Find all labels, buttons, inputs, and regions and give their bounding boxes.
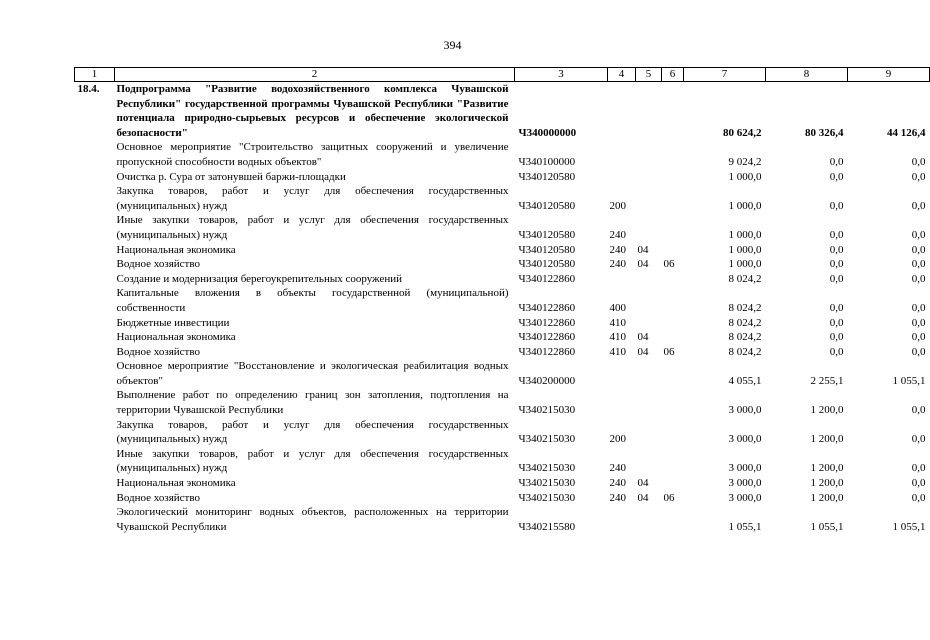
- subsection-cell: [662, 184, 684, 213]
- amount-year-1-cell: 80 624,2: [723, 126, 762, 139]
- subsection-cell: [662, 213, 684, 242]
- row-name-cell: Экологический мониторинг водных объектов, расположенных на территории Чувашской Республики: [116, 506, 509, 533]
- section-cell: [636, 213, 662, 242]
- expense-type-cell: [608, 272, 636, 287]
- amount-year-1-cell: 3 000,0: [728, 491, 762, 504]
- column-number-header: 5: [636, 68, 662, 82]
- section-cell: 04: [637, 477, 649, 490]
- expense-type-cell: [608, 388, 636, 417]
- target-article-code-cell: Ч340120580: [518, 228, 576, 241]
- subsection-cell: [662, 476, 684, 491]
- amount-year-3-cell: 0,0: [911, 170, 926, 183]
- amount-year-1-cell: 1 055,1: [728, 520, 762, 533]
- row-name-cell: Очистка р. Сура от затонувшей баржи-площадки: [116, 170, 346, 183]
- section-cell: [636, 184, 662, 213]
- subsection-cell: [662, 447, 684, 476]
- table-row: [75, 505, 930, 534]
- subsection-cell: 06: [663, 345, 675, 358]
- amount-year-1-cell: 8 024,2: [728, 331, 762, 344]
- expense-type-cell: 410: [609, 316, 626, 329]
- section-cell: [636, 388, 662, 417]
- row-number-cell: [75, 447, 115, 476]
- row-name-cell: Основное мероприятие "Строительство защитных сооружений и увеличение пропускной способности водных объектов": [116, 141, 509, 168]
- target-article-code-cell: Ч340100000: [518, 155, 576, 168]
- amount-year-2-cell: 0,0: [829, 170, 844, 183]
- column-number-header: 1: [75, 68, 115, 82]
- amount-year-3-cell: 0,0: [911, 491, 926, 504]
- table-row: [75, 82, 930, 141]
- table-row: [75, 345, 930, 360]
- amount-year-2-cell: 0,0: [829, 272, 844, 285]
- row-number-cell: [75, 243, 115, 258]
- row-number-cell: [75, 418, 115, 447]
- target-article-code-cell: Ч340215030: [518, 491, 576, 504]
- table-row: [75, 330, 930, 345]
- target-article-code-cell: Ч340200000: [518, 374, 576, 387]
- amount-year-3-cell: 0,0: [911, 258, 926, 271]
- row-number-cell: [75, 213, 115, 242]
- target-article-code-cell: Ч340120580: [518, 258, 576, 271]
- table-row: [75, 286, 930, 315]
- row-number-cell: [75, 491, 115, 506]
- row-name-cell: Национальная экономика: [116, 331, 236, 344]
- amount-year-2-cell: 1 200,0: [810, 462, 844, 475]
- subsection-cell: [662, 316, 684, 331]
- row-name-cell: Водное хозяйство: [116, 491, 200, 504]
- amount-year-1-cell: 3 000,0: [728, 404, 762, 417]
- amount-year-3-cell: 0,0: [911, 301, 926, 314]
- row-number-cell: [75, 330, 115, 345]
- budget-table: [74, 67, 930, 534]
- amount-year-1-cell: 8 024,2: [728, 272, 762, 285]
- table-row: [75, 272, 930, 287]
- subsection-cell: [662, 170, 684, 185]
- section-cell: 04: [637, 258, 649, 271]
- amount-year-3-cell: 0,0: [911, 345, 926, 358]
- expense-type-cell: 240: [609, 491, 626, 504]
- amount-year-1-cell: 1 000,0: [728, 228, 762, 241]
- subsection-cell: [662, 140, 684, 169]
- amount-year-1-cell: 3 000,0: [728, 477, 762, 490]
- subsection-cell: [662, 82, 684, 141]
- row-number-cell: [75, 505, 115, 534]
- column-number-header-row: [75, 68, 930, 82]
- amount-year-1-cell: 3 000,0: [728, 462, 762, 475]
- row-name-cell: Национальная экономика: [116, 477, 236, 490]
- amount-year-2-cell: 0,0: [829, 345, 844, 358]
- row-number-cell: 18.4.: [77, 83, 100, 95]
- expense-type-cell: [608, 82, 636, 141]
- target-article-code-cell: Ч340122860: [518, 301, 576, 314]
- row-number-cell: [75, 388, 115, 417]
- expense-type-cell: 240: [609, 228, 626, 241]
- target-article-code-cell: Ч340122860: [518, 331, 576, 344]
- section-cell: 04: [637, 331, 649, 344]
- expense-type-cell: [608, 170, 636, 185]
- amount-year-3-cell: 0,0: [911, 155, 926, 168]
- column-number-header: 6: [662, 68, 684, 82]
- table-row: [75, 359, 930, 388]
- target-article-code-cell: Ч340120580: [518, 243, 576, 256]
- target-article-code-cell: Ч340000000: [518, 126, 577, 139]
- amount-year-1-cell: 8 024,2: [728, 301, 762, 314]
- subsection-cell: [662, 505, 684, 534]
- target-article-code-cell: Ч340122860: [518, 272, 576, 285]
- row-name-cell: Водное хозяйство: [116, 345, 200, 358]
- column-number-header: 4: [608, 68, 636, 82]
- column-number-header: 8: [766, 68, 848, 82]
- column-number-header: 3: [515, 68, 608, 82]
- amount-year-2-cell: 0,0: [829, 258, 844, 271]
- amount-year-1-cell: 8 024,2: [728, 345, 762, 358]
- section-cell: [636, 447, 662, 476]
- amount-year-3-cell: 0,0: [911, 199, 926, 212]
- row-name-cell: Иные закупки товаров, работ и услуг для обеспечения государственных (муниципальных) нужд: [116, 447, 509, 475]
- amount-year-2-cell: 1 055,1: [810, 520, 844, 533]
- table-row: [75, 476, 930, 491]
- table-row: [75, 447, 930, 476]
- amount-year-2-cell: 0,0: [829, 228, 844, 241]
- table-row: [75, 388, 930, 417]
- amount-year-2-cell: 2 255,1: [810, 374, 844, 387]
- expense-type-cell: 410: [609, 331, 626, 344]
- row-name-cell: Закупка товаров, работ и услуг для обеспечения государственных (муниципальных) нужд: [116, 418, 509, 446]
- target-article-code-cell: Ч340120580: [518, 170, 576, 183]
- row-number-cell: [75, 257, 115, 272]
- section-cell: 04: [637, 243, 649, 256]
- amount-year-2-cell: 0,0: [829, 199, 844, 212]
- amount-year-3-cell: 0,0: [911, 272, 926, 285]
- target-article-code-cell: Ч340122860: [518, 345, 576, 358]
- amount-year-3-cell: 0,0: [911, 433, 926, 446]
- row-number-cell: [75, 286, 115, 315]
- table-row: [75, 316, 930, 331]
- subsection-cell: [662, 272, 684, 287]
- section-cell: [636, 359, 662, 388]
- target-article-code-cell: Ч340215030: [518, 404, 576, 417]
- row-name-cell: Бюджетные инвестиции: [116, 316, 230, 329]
- expense-type-cell: 410: [609, 345, 626, 358]
- expense-type-cell: 240: [609, 258, 626, 271]
- target-article-code-cell: Ч340215030: [518, 477, 576, 490]
- amount-year-2-cell: 0,0: [829, 301, 844, 314]
- section-cell: [636, 505, 662, 534]
- row-number-cell: [75, 272, 115, 287]
- amount-year-3-cell: 0,0: [911, 243, 926, 256]
- table-row: [75, 418, 930, 447]
- row-name-cell: Выполнение работ по определению границ зон затопления, подтопления на территории Чувашской Республики: [116, 389, 509, 417]
- section-cell: [636, 316, 662, 331]
- target-article-code-cell: Ч340215580: [518, 520, 576, 533]
- amount-year-2-cell: 0,0: [829, 331, 844, 344]
- amount-year-1-cell: 1 000,0: [728, 170, 762, 183]
- target-article-code-cell: Ч340215030: [518, 462, 576, 475]
- expense-type-cell: 200: [609, 199, 626, 212]
- row-name-cell: Водное хозяйство: [116, 258, 200, 271]
- section-cell: [636, 272, 662, 287]
- expense-type-cell: [608, 359, 636, 388]
- table-row: [75, 170, 930, 185]
- row-number-cell: [75, 170, 115, 185]
- amount-year-3-cell: 0,0: [911, 228, 926, 241]
- amount-year-1-cell: 3 000,0: [728, 433, 762, 446]
- table-row: [75, 140, 930, 169]
- subsection-cell: [662, 243, 684, 258]
- section-cell: [636, 286, 662, 315]
- expense-type-cell: 400: [609, 301, 626, 314]
- page-number: 394: [443, 38, 462, 52]
- amount-year-1-cell: 1 000,0: [728, 243, 762, 256]
- section-cell: [636, 170, 662, 185]
- amount-year-3-cell: 1 055,1: [892, 520, 926, 533]
- expense-type-cell: 240: [609, 243, 626, 256]
- row-number-cell: [75, 345, 115, 360]
- amount-year-2-cell: 80 326,4: [805, 126, 844, 139]
- amount-year-3-cell: 0,0: [911, 316, 926, 329]
- row-name-cell: Основное мероприятие "Восстановление и экологическая реабилитация водных объектов": [116, 360, 509, 387]
- column-number-header: 7: [684, 68, 766, 82]
- table-row: [75, 213, 930, 242]
- amount-year-3-cell: 44 126,4: [887, 126, 926, 139]
- amount-year-3-cell: 0,0: [911, 331, 926, 344]
- amount-year-3-cell: 1 055,1: [892, 374, 926, 387]
- expense-type-cell: [608, 140, 636, 169]
- target-article-code-cell: Ч340122860: [518, 316, 576, 329]
- row-name-cell: Закупка товаров, работ и услуг для обеспечения государственных (муниципальных) нужд: [116, 185, 509, 212]
- table-row: [75, 257, 930, 272]
- amount-year-2-cell: 1 200,0: [810, 433, 844, 446]
- amount-year-2-cell: 1 200,0: [810, 491, 844, 504]
- row-name-cell: Капитальные вложения в объекты государственной (муниципальной) собственности: [116, 287, 509, 314]
- amount-year-2-cell: 0,0: [829, 155, 844, 168]
- row-name-cell: Подпрограмма "Развитие водохозяйственного комплекса Чувашской Республики" государственной программы Чувашской Республики "Развитие потенциала природно-сырьевых ресурсов и обеспечение экологической безопасности": [116, 83, 509, 139]
- expense-type-cell: 240: [609, 462, 626, 475]
- subsection-cell: [662, 330, 684, 345]
- subsection-cell: [662, 286, 684, 315]
- expense-type-cell: [608, 505, 636, 534]
- section-cell: [636, 140, 662, 169]
- subsection-cell: [662, 418, 684, 447]
- table-row: [75, 243, 930, 258]
- amount-year-2-cell: 0,0: [829, 243, 844, 256]
- amount-year-1-cell: 8 024,2: [728, 316, 762, 329]
- table-row: [75, 491, 930, 506]
- amount-year-3-cell: 0,0: [911, 404, 926, 417]
- row-number-cell: [75, 184, 115, 213]
- row-number-cell: [75, 140, 115, 169]
- amount-year-2-cell: 1 200,0: [810, 477, 844, 490]
- row-number-cell: [75, 359, 115, 388]
- row-name-cell: Создание и модернизация берегоукрепительных сооружений: [116, 272, 403, 285]
- subsection-cell: 06: [663, 258, 675, 271]
- expense-type-cell: 240: [609, 477, 626, 490]
- expense-type-cell: 200: [609, 433, 626, 446]
- amount-year-1-cell: 1 000,0: [728, 258, 762, 271]
- amount-year-1-cell: 9 024,2: [728, 155, 762, 168]
- target-article-code-cell: Ч340120580: [518, 199, 576, 212]
- section-cell: 04: [637, 345, 649, 358]
- amount-year-2-cell: 0,0: [829, 316, 844, 329]
- target-article-code-cell: Ч340215030: [518, 433, 576, 446]
- row-number-cell: [75, 476, 115, 491]
- amount-year-1-cell: 1 000,0: [728, 199, 762, 212]
- column-number-header: 2: [115, 68, 515, 82]
- section-cell: [636, 82, 662, 141]
- subsection-cell: [662, 388, 684, 417]
- subsection-cell: 06: [663, 491, 675, 504]
- table-row: [75, 184, 930, 213]
- row-name-cell: Национальная экономика: [116, 243, 236, 256]
- subsection-cell: [662, 359, 684, 388]
- amount-year-2-cell: 1 200,0: [810, 404, 844, 417]
- column-number-header: 9: [848, 68, 930, 82]
- row-number-cell: [75, 316, 115, 331]
- section-cell: [636, 418, 662, 447]
- amount-year-1-cell: 4 055,1: [728, 374, 762, 387]
- row-name-cell: Иные закупки товаров, работ и услуг для обеспечения государственных (муниципальных) нужд: [116, 214, 509, 241]
- amount-year-3-cell: 0,0: [911, 477, 926, 490]
- section-cell: 04: [637, 491, 649, 504]
- amount-year-3-cell: 0,0: [911, 462, 926, 475]
